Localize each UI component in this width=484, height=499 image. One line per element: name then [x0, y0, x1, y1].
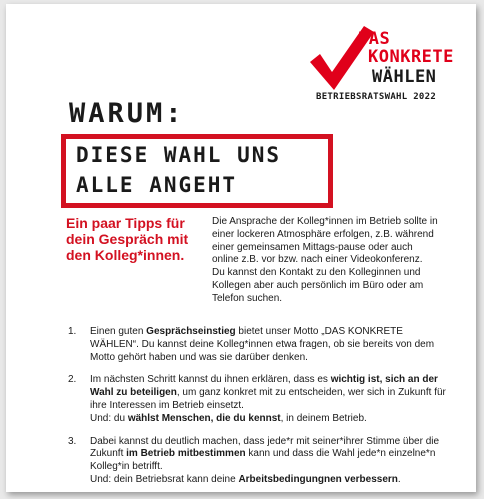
- list-number: 2.: [68, 374, 77, 386]
- item-text: Einen guten: [90, 326, 147, 337]
- headline-line-2: ALLE ANGEHT: [76, 173, 238, 197]
- logo-word-konkrete: KONKRETE: [368, 47, 454, 67]
- item-text: , um ganz konkret mit zu entscheiden, wer sich in Zukunft für ihre Interessen im Betrieb einsetzt.: [90, 387, 446, 411]
- list-item: [68, 326, 448, 364]
- headline-box: [61, 134, 333, 208]
- item-text: bietet unser Motto „DAS KONKRETE WÄHLEN“. Du kannst deine Kolleg*innen etwa fragen, ob sie bereits von dem Motto gehört haben und was sie darüber denken.: [90, 326, 435, 363]
- item-text: Dabei kannst du deutlich machen, dass jede*r mit seiner*ihrer Stimme über die Zukunft: [90, 435, 440, 460]
- item-text: , in deinem Betrieb.: [280, 412, 367, 424]
- document-page: [6, 4, 476, 492]
- item-text: Im nächsten Schritt kannst du ihnen erklären, dass es: [90, 374, 331, 386]
- list-item: [68, 436, 448, 487]
- item-text: Und: dein Betriebsrat kann deine: [90, 473, 239, 485]
- logo-word-waehlen: WÄHLEN: [372, 67, 437, 87]
- logo-word-das: DAS: [358, 29, 391, 49]
- intro-paragraph: Die Ansprache der Kolleg*innen im Betrieb sollte in einer lockeren Atmosphäre erfolgen, z.B. während einer gemeinsamen Mittags-pause oder auch online z.B. vor bzw. nach einer Videokonferenz. Du kannst den Kontakt zu den Kolleginnen und Kollegen aber auch persönlich im Büro oder am Telefon suchen.: [212, 216, 438, 304]
- item-text: kann und dass die Wahl jede*n einzelne*n Kolleg*in betrifft.: [90, 448, 436, 473]
- list-number: 3.: [68, 435, 77, 447]
- item-emphasis: wählst Menschen, die du kennst: [127, 412, 281, 424]
- list-item: [68, 374, 448, 425]
- item-emphasis: Gesprächseinstieg: [146, 326, 236, 337]
- list-number: 1.: [68, 326, 77, 337]
- item-emphasis: wichtig ist, sich an der Wahl zu beteiligen: [90, 374, 438, 399]
- headline-prefix: WARUM:: [69, 98, 185, 129]
- tips-heading: Ein paar Tipps für dein Gespräch mit den Kolleg*innen.: [66, 215, 189, 263]
- item-text: .: [397, 473, 401, 485]
- item-emphasis: Arbeitsbedingungnen verbessern: [238, 473, 398, 485]
- headline-line-1: DIESE WAHL UNS: [76, 143, 282, 167]
- tips-list: [68, 326, 448, 497]
- item-text: Und: du: [90, 412, 128, 424]
- logo-subtitle: BETRIEBSRATSWAHL 2022: [316, 92, 437, 102]
- item-emphasis: im Betrieb mitbestimmen: [126, 448, 246, 460]
- das-konkrete-waehlen-logo: [306, 22, 476, 112]
